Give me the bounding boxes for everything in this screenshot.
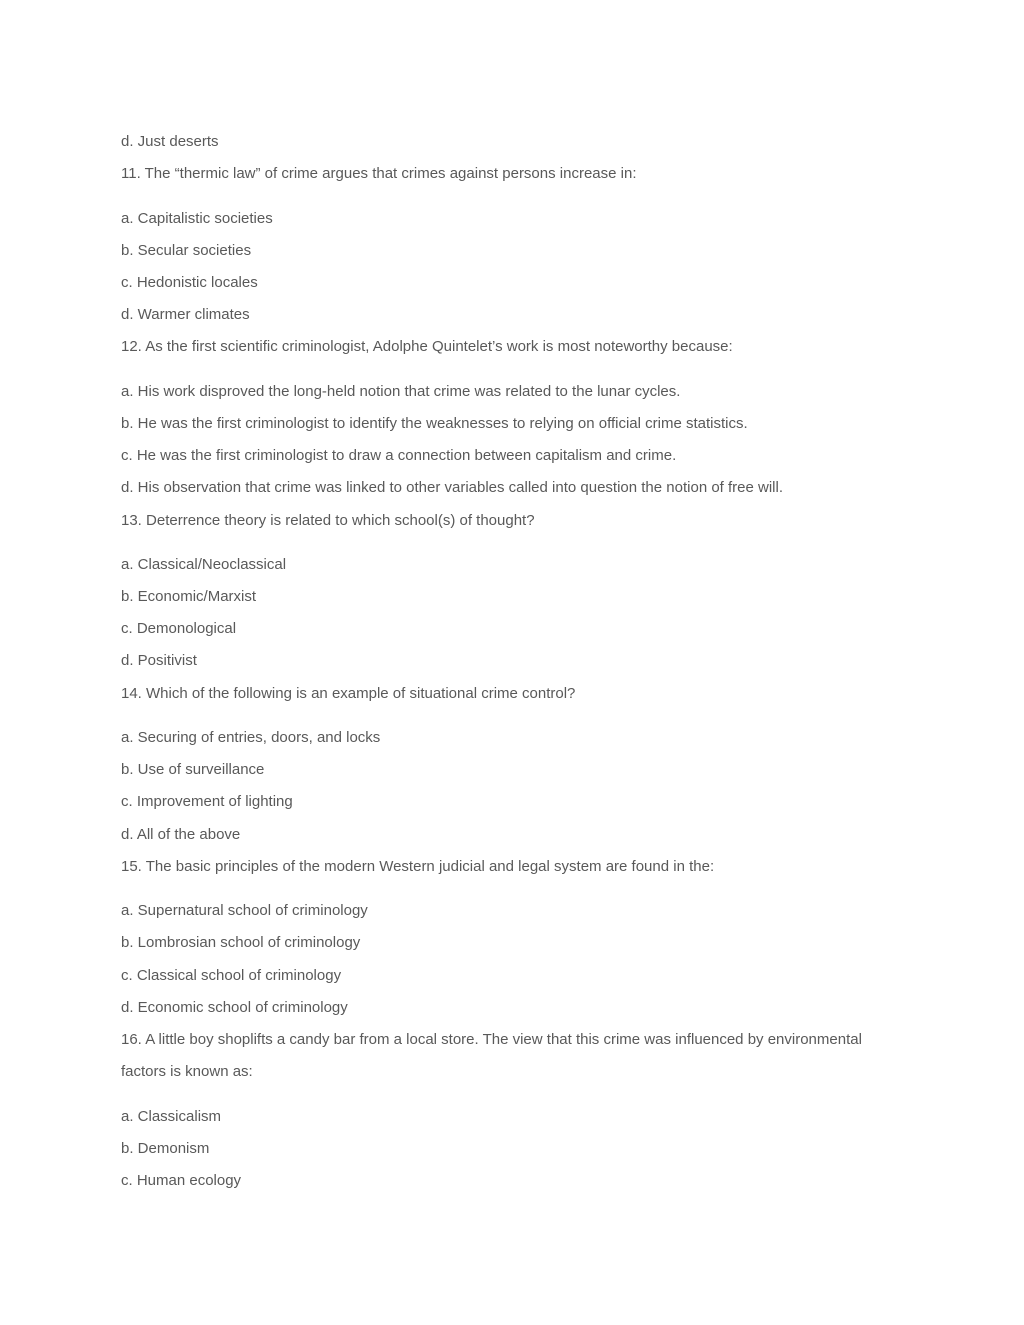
answer-option: c. He was the first criminologist to draw a connection between capitalism and crime. <box>121 447 677 464</box>
question-prompt: 12. As the first scientific criminologist, Adolphe Quintelet’s work is most noteworthy because: <box>121 338 733 355</box>
question-prompt: 13. Deterrence theory is related to which school(s) of thought? <box>121 512 535 529</box>
answer-option: a. Capitalistic societies <box>121 210 273 227</box>
question-prompt: 15. The basic principles of the modern Western judicial and legal system are found in the: <box>121 858 715 875</box>
answer-option: b. Use of surveillance <box>121 761 265 778</box>
answer-option: c. Classical school of criminology <box>121 967 342 984</box>
answer-option: c. Human ecology <box>121 1172 242 1189</box>
answer-option: d. Positivist <box>121 652 197 669</box>
answer-option: a. Supernatural school of criminology <box>121 902 368 919</box>
answer-option: d. Just deserts <box>121 133 219 150</box>
answer-option: c. Demonological <box>121 620 237 637</box>
answer-option: d. Economic school of criminology <box>121 999 348 1016</box>
answer-option: a. His work disproved the long-held notion that crime was related to the lunar cycles. <box>121 383 681 400</box>
answer-option: c. Hedonistic locales <box>121 274 258 291</box>
answer-option: b. Secular societies <box>121 242 252 259</box>
answer-option: b. Demonism <box>121 1140 210 1157</box>
answer-option: a. Securing of entries, doors, and locks <box>121 729 381 746</box>
answer-option: d. His observation that crime was linked to other variables called into question the notion of free will. <box>121 479 784 496</box>
answer-option: a. Classical/Neoclassical <box>121 556 287 573</box>
question-prompt: 16. A little boy shoplifts a candy bar from a local store. The view that this crime was influenced by environmental factors is known as: <box>121 1031 862 1080</box>
answer-option: a. Classicalism <box>121 1108 222 1125</box>
answer-option: b. He was the first criminologist to identify the weaknesses to relying on official crime statistics. <box>121 415 748 432</box>
answer-option: d. Warmer climates <box>121 306 250 323</box>
question-prompt: 14. Which of the following is an example of situational crime control? <box>121 685 576 702</box>
answer-option: d. All of the above <box>121 826 241 843</box>
question-prompt: 11. The “thermic law” of crime argues that crimes against persons increase in: <box>121 165 637 182</box>
answer-option: b. Lombrosian school of criminology <box>121 934 361 951</box>
answer-option: b. Economic/Marxist <box>121 588 257 605</box>
answer-option: c. Improvement of lighting <box>121 793 293 810</box>
